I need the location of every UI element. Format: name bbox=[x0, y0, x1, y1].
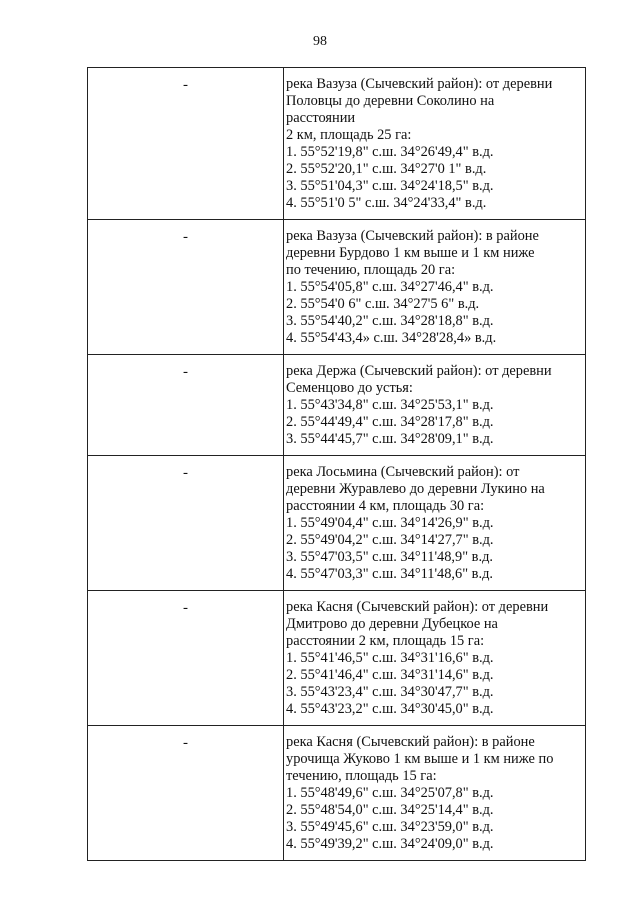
page-number: 98 bbox=[313, 34, 327, 49]
text-line: деревни Журавлево до деревни Лукино на bbox=[286, 481, 545, 497]
coordinate-line: 2. 55°41'46,4" с.ш. 34°31'14,6" в.д. bbox=[286, 667, 494, 683]
text-line: река Держа (Сычевский район): от деревни bbox=[286, 363, 552, 379]
text-line: 2 км, площадь 25 га: bbox=[286, 127, 412, 143]
coordinate-line: 2. 55°48'54,0" с.ш. 34°25'14,4" в.д. bbox=[286, 802, 494, 818]
coordinate-line: 1. 55°43'34,8" с.ш. 34°25'53,1" в.д. bbox=[286, 397, 494, 413]
text-line: расстоянии bbox=[286, 110, 356, 126]
coordinate-line: 2. 55°54'0 6" с.ш. 34°27'5 6" в.д. bbox=[286, 296, 480, 312]
text-line: урочища Жуково 1 км выше и 1 км ниже по bbox=[286, 751, 554, 767]
marker-cell: - bbox=[88, 456, 284, 591]
text-line: по течению, площадь 20 га: bbox=[286, 262, 456, 278]
text-line: река Лосьмина (Сычевский район): от bbox=[286, 464, 520, 480]
table-row bbox=[88, 355, 586, 456]
text-line: расстоянии 2 км, площадь 15 га: bbox=[286, 633, 485, 649]
text-line: Семенцово до устья: bbox=[286, 380, 413, 396]
coordinate-line: 1. 55°49'04,4" с.ш. 34°14'26,9" в.д. bbox=[286, 515, 494, 531]
text-line: река Касня (Сычевский район): в районе bbox=[286, 734, 535, 750]
text-line: Половцы до деревни Соколино на bbox=[286, 93, 495, 109]
coordinate-line: 4. 55°47'03,3" с.ш. 34°11'48,6" в.д. bbox=[286, 566, 493, 582]
marker-cell: - bbox=[88, 355, 284, 456]
text-line: расстоянии 4 км, площадь 30 га: bbox=[286, 498, 485, 514]
text-line: река Вазуза (Сычевский район): от деревни bbox=[286, 76, 553, 92]
marker-cell: - bbox=[88, 68, 284, 220]
coordinate-line: 1. 55°48'49,6" с.ш. 34°25'07,8" в.д. bbox=[286, 785, 494, 801]
text-line: река Вазуза (Сычевский район): в районе bbox=[286, 228, 539, 244]
text-line: Дмитрово до деревни Дубецкое на bbox=[286, 616, 498, 632]
coordinate-line: 2. 55°44'49,4" с.ш. 34°28'17,8" в.д. bbox=[286, 414, 494, 430]
table-row bbox=[88, 726, 586, 861]
description-cell bbox=[284, 355, 586, 456]
table-row bbox=[88, 68, 586, 220]
description-cell bbox=[284, 68, 586, 220]
coordinate-line: 1. 55°54'05,8" с.ш. 34°27'46,4" в.д. bbox=[286, 279, 494, 295]
marker-cell: - bbox=[88, 591, 284, 726]
description-cell bbox=[284, 591, 586, 726]
marker-cell: - bbox=[88, 220, 284, 355]
description-cell bbox=[284, 220, 586, 355]
coordinate-line: 1. 55°41'46,5" с.ш. 34°31'16,6" в.д. bbox=[286, 650, 494, 666]
coordinate-line: 3. 55°43'23,4" с.ш. 34°30'47,7" в.д. bbox=[286, 684, 494, 700]
coordinate-line: 4. 55°54'43,4» с.ш. 34°28'28,4» в.д. bbox=[286, 330, 497, 346]
coordinate-line: 3. 55°49'45,6" с.ш. 34°23'59,0" в.д. bbox=[286, 819, 494, 835]
fishing-areas-table bbox=[87, 67, 586, 861]
description-cell bbox=[284, 456, 586, 591]
coordinate-line: 4. 55°51'0 5" с.ш. 34°24'33,4" в.д. bbox=[286, 195, 487, 211]
coordinate-line: 3. 55°47'03,5" с.ш. 34°11'48,9" в.д. bbox=[286, 549, 493, 565]
description-cell bbox=[284, 726, 586, 861]
text-line: течению, площадь 15 га: bbox=[286, 768, 437, 784]
table-row bbox=[88, 456, 586, 591]
coordinate-line: 4. 55°49'39,2" с.ш. 34°24'09,0" в.д. bbox=[286, 836, 494, 852]
coordinate-line: 2. 55°52'20,1" с.ш. 34°27'0 1" в.д. bbox=[286, 161, 487, 177]
table-body bbox=[88, 68, 586, 861]
coordinate-line: 4. 55°43'23,2" с.ш. 34°30'45,0" в.д. bbox=[286, 701, 494, 717]
coordinate-line: 3. 55°51'04,3" с.ш. 34°24'18,5" в.д. bbox=[286, 178, 494, 194]
table-row bbox=[88, 591, 586, 726]
coordinate-line: 1. 55°52'19,8" с.ш. 34°26'49,4" в.д. bbox=[286, 144, 494, 160]
table-row bbox=[88, 220, 586, 355]
text-line: река Касня (Сычевский район): от деревни bbox=[286, 599, 549, 615]
text-line: деревни Бурдово 1 км выше и 1 км ниже bbox=[286, 245, 535, 261]
marker-cell: - bbox=[88, 726, 284, 861]
coordinate-line: 2. 55°49'04,2" с.ш. 34°14'27,7" в.д. bbox=[286, 532, 494, 548]
coordinate-line: 3. 55°44'45,7" с.ш. 34°28'09,1" в.д. bbox=[286, 431, 494, 447]
coordinate-line: 3. 55°54'40,2" с.ш. 34°28'18,8" в.д. bbox=[286, 313, 494, 329]
